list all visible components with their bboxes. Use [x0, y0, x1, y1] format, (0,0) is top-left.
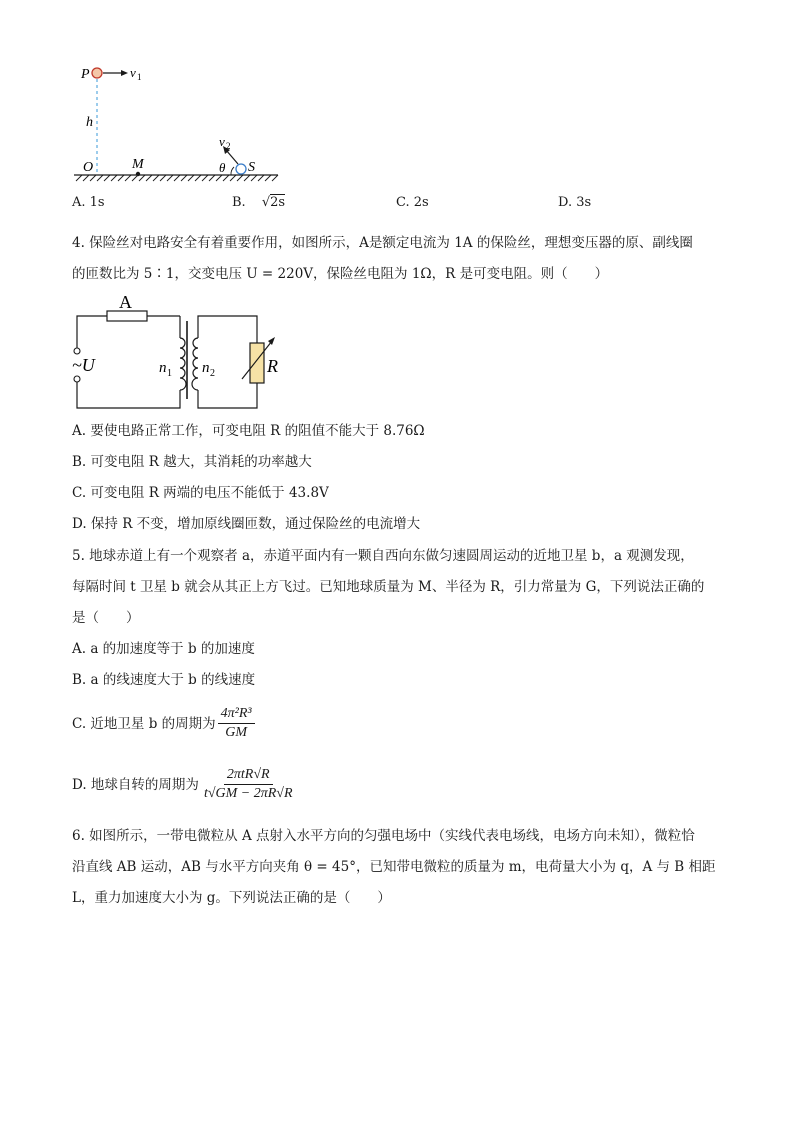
secondary-coil — [192, 338, 198, 390]
label-m: M — [132, 157, 144, 172]
point-m — [136, 172, 140, 176]
label-p: P — [81, 67, 90, 82]
q5-option-d — [72, 766, 298, 803]
label-v1: v — [130, 65, 136, 80]
label-n2: n — [202, 360, 210, 376]
fraction-denominator: GM — [225, 725, 248, 740]
v1-arrowhead — [121, 70, 128, 76]
q3-option-c: C. 2s — [396, 195, 429, 210]
label-u: ~U — [72, 355, 95, 375]
label-v2-sub: 2 — [226, 141, 231, 151]
q4-stem-line1: 4. 保险丝对电路安全有着重要作用，如图所示，A是额定电流为 1A 的保险丝，理想变压器的原、副线圈 — [72, 235, 693, 251]
q4-stem-line2: 的匝数比为 5∶1，交变电压 U = 220V，保险丝电阻为 1Ω，R 是可变电阻。则（ ） — [72, 266, 609, 282]
circuit-figure — [70, 291, 300, 413]
fuse-a — [107, 311, 147, 321]
fraction-numerator: 2πtR√R — [224, 766, 273, 785]
label-n1-sub: 1 — [167, 368, 172, 379]
label-v2: v — [219, 134, 225, 149]
q5-stem-line3: 是（ ） — [72, 610, 140, 626]
q3-option-b-value: 2s — [270, 195, 286, 210]
primary-coil — [180, 338, 186, 390]
q4-option-b: B. 可变电阻 R 越大，其消耗的功率越大 — [72, 454, 312, 470]
theta-arc — [231, 167, 234, 175]
q4-option-a: A. 要使电路正常工作，可变电阻 R 的阻值不能大于 8.76Ω — [72, 423, 425, 439]
primary-wire — [77, 316, 107, 348]
variable-resistor-r — [250, 343, 264, 383]
q3-option-b-prefix: B. — [232, 195, 246, 210]
label-v1-sub: 1 — [137, 72, 142, 82]
label-r: R — [267, 356, 278, 376]
secondary-wire — [198, 316, 257, 343]
q5-option-c-fraction — [218, 705, 255, 742]
q5-stem-line2: 每隔时间 t 卫星 b 就会从其正上方飞过。已知地球质量为 M、半径为 R，引力常量为 G，下列说法正确的 — [72, 579, 705, 595]
v2-arrow — [226, 150, 238, 164]
q6-stem-line1: 6. 如图所示，一带电微粒从 A 点射入水平方向的匀强电场中（实线代表电场线，电场方向未知），微粒恰 — [72, 828, 695, 844]
q4-option-d: D. 保持 R 不变，增加原线圈匝数，通过保险丝的电流增大 — [72, 516, 421, 532]
q5-stem-line1: 5. 地球赤道上有一个观察者 a，赤道平面内有一颗自西向东做匀速圆周运动的近地卫星 b，a 观测发现， — [72, 548, 694, 564]
q5-option-d-text: D. 地球自转的周期为 — [72, 776, 199, 793]
label-n1: n — [159, 360, 167, 376]
q5-option-b: B. a 的线速度大于 b 的线速度 — [72, 672, 256, 688]
q4-option-c: C. 可变电阻 R 两端的电压不能低于 43.8V — [72, 485, 329, 501]
q3-option-b — [232, 193, 285, 213]
label-h: h — [86, 115, 93, 130]
terminal-top — [74, 348, 80, 354]
label-a: A — [119, 292, 132, 312]
q3-option-d: D. 3s — [558, 195, 592, 210]
label-n2-sub: 2 — [210, 368, 215, 379]
ground-hatching — [76, 175, 278, 181]
ball-p — [92, 68, 102, 78]
projectile-figure — [70, 58, 290, 188]
q5-option-a: A. a 的加速度等于 b 的加速度 — [72, 641, 255, 657]
label-o: O — [83, 160, 94, 175]
q5-option-c — [72, 705, 257, 742]
label-s: S — [248, 160, 255, 175]
q5-option-d-fraction — [201, 766, 296, 803]
fraction-denominator: t√GM − 2πR√R — [203, 786, 293, 801]
q3-option-a: A. 1s — [72, 195, 105, 210]
sqrt-sign: √ — [261, 195, 271, 210]
terminal-bottom — [74, 376, 80, 382]
label-theta: θ — [219, 160, 226, 175]
fraction-numerator: 4π²R³ — [218, 705, 255, 724]
q6-stem-line2: 沿直线 AB 运动，AB 与水平方向夹角 θ = 45°，已知带电微粒的质量为 m，电荷量大小为 q，A 与 B 相距 — [72, 859, 716, 875]
ball-s — [236, 164, 246, 174]
q5-option-c-text: C. 近地卫星 b 的周期为 — [72, 715, 216, 732]
q6-stem-line3: L，重力加速度大小为 g。下列说法正确的是（ ） — [72, 890, 391, 906]
